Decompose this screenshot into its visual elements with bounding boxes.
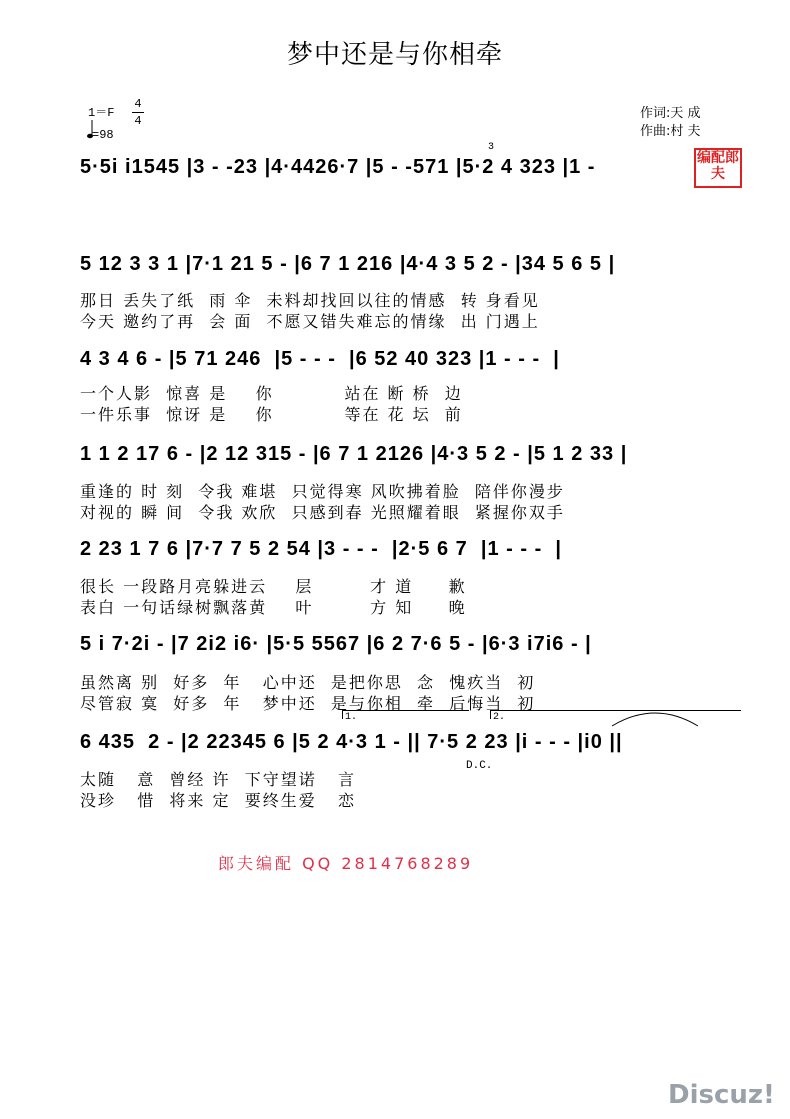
notation-line-6: 5 i 7·2i - |7 2i2 i6· |5·5 5567 |6 2 7·6 5 - |6·3 i7i6 - | bbox=[80, 633, 592, 655]
notation-line-1: 5·5i i1545 |3 - -23 |4·4426·7 |5 - -571 |5·2 4 323 |1 - bbox=[80, 156, 596, 178]
lyrics-line-7-verse-2: 没珍 惜 将来 定 要终生爱 恋 bbox=[80, 791, 356, 810]
lyrics-line-5-verse-1: 很长 一段路月亮躲进云 层 才 道 歉 bbox=[80, 577, 467, 596]
da-capo-mark: D.C. bbox=[466, 760, 493, 772]
notation-line-4: 1 1 2 17 6 - |2 12 315 - |6 7 1 2126 |4·3 5 2 - |5 1 2 33 | bbox=[80, 443, 628, 465]
lyrics-line-5-verse-2: 表白 一句话绿树飘落黄 叶 方 知 晚 bbox=[80, 598, 467, 617]
key-signature: 1＝F bbox=[88, 106, 115, 120]
lyrics-line-2-verse-2: 今天 邀约了再 会 面 不愿又错失难忘的情缘 出 门遇上 bbox=[80, 312, 540, 331]
lyrics-line-6-verse-2: 尽管寂 寞 好多 年 梦中还 是与你相 牵 后悔当 初 bbox=[80, 694, 536, 713]
lyrics-line-7-verse-1: 太随 意 曾经 许 下守望诺 言 bbox=[80, 770, 356, 789]
lyrics-line-3-verse-1: 一个人影 惊喜 是 你 站在 断 桥 边 bbox=[80, 384, 463, 403]
lyrics-line-3-verse-2: 一件乐事 惊讶 是 你 等在 花 坛 前 bbox=[80, 405, 463, 424]
time-signature-divider bbox=[132, 112, 144, 113]
tie-arc-icon bbox=[610, 708, 700, 728]
time-signature-top: 4 bbox=[134, 97, 142, 111]
notation-line-3: 4 3 4 6 - |5 71 246 |5 - - - |6 52 40 323 |1 - - - | bbox=[80, 348, 560, 370]
lyrics-line-4-verse-1: 重逢的 时 刻 令我 难堪 只觉得寒 风吹拂着脸 陪伴你漫步 bbox=[80, 482, 565, 501]
lyrics-line-6-verse-1: 虽然离 别 好多 年 心中还 是把你思 念 愧疚当 初 bbox=[80, 673, 536, 692]
notation-line-7: 6 435 2 - |2 22345 6 |5 2 4·3 1 - || 7·5 2 23 |i - - - |i0 || bbox=[80, 731, 623, 753]
arranger-stamp: 编配郎夫 bbox=[694, 148, 742, 188]
volta-2-label: 2. bbox=[493, 712, 506, 723]
song-title: 梦中还是与你相牵 bbox=[286, 40, 503, 70]
notation-line-2: 5 12 3 3 1 |7·1 21 5 - |6 7 1 216 |4·4 3 5 2 - |34 5 6 5 | bbox=[80, 253, 616, 275]
forum-watermark: Discuz! bbox=[668, 1080, 775, 1110]
tempo-marking: =98 bbox=[92, 128, 114, 142]
composer-credit: 作曲:村 夫 bbox=[640, 124, 701, 139]
time-signature-bottom: 4 bbox=[134, 114, 142, 128]
volta-1-label: 1. bbox=[345, 712, 358, 723]
notation-line-5: 2 23 1 7 6 |7·7 7 5 2 54 |3 - - - |2·5 6 7 |1 - - - | bbox=[80, 538, 562, 560]
lyricist-credit: 作词:天 成 bbox=[640, 106, 701, 121]
lyrics-line-4-verse-2: 对视的 瞬 间 令我 欢欣 只感到春 光照耀着眼 紧握你双手 bbox=[80, 503, 565, 522]
time-signature bbox=[132, 97, 144, 128]
arranger-signature: 郎夫编配 QQ 2814768289 bbox=[218, 854, 474, 873]
volta-bracket-1 bbox=[342, 710, 469, 723]
triplet-mark: 3 bbox=[488, 142, 495, 153]
lyrics-line-2-verse-1: 那日 丢失了纸 雨 伞 未料却找回以往的情感 转 身看见 bbox=[80, 291, 540, 310]
